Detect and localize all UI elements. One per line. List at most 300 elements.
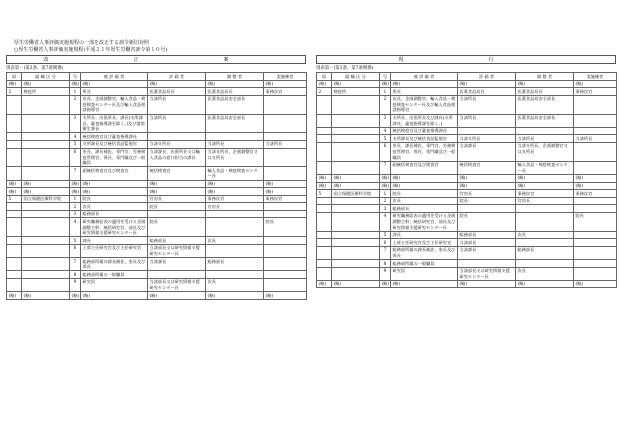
- table-cell: 輸入食品・検疫検査センター長: [516, 161, 574, 174]
- document-subtitle: ○厚生労働省人事評価実施規程(平成２１年厚生労働省訓令第１０号): [14, 47, 168, 53]
- table-cell: [332, 142, 380, 161]
- table-cell: [332, 114, 380, 127]
- table-cell: (略): [81, 180, 148, 188]
- table-cell: (略): [332, 182, 380, 190]
- table-cell: (略): [71, 81, 79, 87]
- table-cell: [516, 127, 574, 135]
- table-cell: (略): [264, 292, 307, 300]
- table-cell: 次長: [206, 278, 264, 291]
- table-cell: 9: [70, 278, 81, 291]
- table-cell: 総務部長: [516, 246, 574, 259]
- column-header: 評 価 者: [458, 73, 516, 81]
- table-cell: 8: [70, 271, 81, 279]
- table-cell: [574, 161, 617, 174]
- comparison-table-old: [316, 72, 617, 288]
- table-row: [7, 80, 307, 88]
- table-cell: 3: [70, 114, 81, 133]
- table-cell: 医薬食品局安全部長: [206, 95, 264, 114]
- table-cell: [264, 133, 307, 141]
- table-cell: 3: [380, 114, 391, 127]
- table-cell: 当該所長: [574, 135, 617, 143]
- table-cell: (略): [574, 174, 617, 182]
- table-cell: 当該所長: [516, 135, 574, 143]
- table-cell: [574, 239, 617, 247]
- table-cell: [332, 231, 380, 239]
- table-cell: 5: [7, 195, 22, 203]
- table-cell: (略): [22, 180, 70, 188]
- table-cell: 当該所長: [148, 114, 206, 133]
- column-header: 号: [380, 73, 391, 81]
- table-cell: (略): [317, 80, 332, 88]
- table-cell: 当該所長: [458, 95, 516, 114]
- table-row: [7, 210, 307, 218]
- table-cell: [574, 246, 617, 259]
- table-cell: [22, 114, 70, 133]
- table-cell: [7, 210, 22, 218]
- table-cell: [332, 260, 380, 268]
- table-cell: 医薬食品局長: [206, 88, 264, 96]
- table-cell: 事務次官: [264, 195, 307, 203]
- table-cell: [22, 271, 70, 279]
- table-cell: 1: [380, 190, 391, 198]
- table-cell: 医薬食品局安全部長: [206, 114, 264, 133]
- table-cell: 6: [70, 148, 81, 167]
- table-cell: 研究員: [391, 267, 458, 280]
- table-cell: (略): [22, 188, 70, 196]
- table-cell: 3: [380, 205, 391, 213]
- table-cell: 室長、課長補佐、専門官、労務検疫管理官、係長、専門職及び一般職員: [81, 148, 148, 167]
- table-cell: (略): [574, 182, 617, 190]
- table-cell: (略): [391, 174, 458, 182]
- table-cell: 6: [380, 239, 391, 247]
- table-cell: (略): [458, 174, 516, 182]
- table-cell: 医薬食品局長: [516, 88, 574, 96]
- table-cell: [332, 135, 380, 143]
- table-cell: 次長: [391, 197, 458, 205]
- table-cell: [317, 95, 332, 114]
- table-row: [317, 95, 617, 114]
- table-cell: 4: [70, 218, 81, 237]
- table-cell: [22, 140, 70, 148]
- table-cell: (略): [391, 280, 458, 288]
- table-row: [317, 205, 617, 213]
- table-cell: 2: [7, 88, 22, 96]
- table-row: [7, 133, 307, 141]
- column-header: 実施権者: [264, 73, 307, 81]
- table-row: [7, 180, 307, 188]
- table-cell: 統括検疫官及び審査指導課長: [391, 127, 458, 135]
- table-cell: [264, 237, 307, 245]
- table-cell: [317, 114, 332, 127]
- table-cell: 室長、課長補佐、専門官、労務検疫管理官、係長、専門職及び一般職員: [391, 142, 458, 161]
- table-cell: [22, 278, 70, 291]
- table-cell: [22, 95, 70, 114]
- table-cell: 9: [380, 267, 391, 280]
- table-row: [7, 95, 307, 114]
- column-header: 調 整 者: [516, 73, 574, 81]
- table-cell: 院長: [391, 190, 458, 198]
- column-header: 評 価 者: [148, 73, 206, 81]
- table-row: [317, 127, 617, 135]
- table-cell: 総務部長: [391, 205, 458, 213]
- table-row: [317, 161, 617, 174]
- table-cell: [148, 210, 206, 218]
- table-cell: [22, 203, 70, 211]
- table-cell: [458, 127, 516, 135]
- table-cell: (略): [7, 80, 22, 88]
- table-cell: 総務部所属の課長補佐、室長及び係長: [391, 246, 458, 259]
- table-cell: 統括検査官: [148, 167, 206, 180]
- table-row: [317, 267, 617, 280]
- table-cell: [516, 205, 574, 213]
- table-cell: [458, 260, 516, 268]
- table-cell: 次長、企画調整官、輸入食品・検疫検査センター長及び輸入食品相談指導官: [391, 95, 458, 114]
- table-cell: 次長、企画調整官、輸入食品・検疫検査センター長及び輸入食品相談指導官: [81, 95, 148, 114]
- table-cell: 支所長、出張所長及び課長(支所課長、審査指導課を除く。): [391, 114, 458, 127]
- table-cell: 当該課長: [458, 246, 516, 259]
- table-cell: 当該所長: [148, 95, 206, 114]
- table-row: [7, 278, 307, 291]
- table-cell: (略): [206, 292, 264, 300]
- table-cell: 所長: [391, 88, 458, 96]
- table-cell: [7, 278, 22, 291]
- table-cell: [22, 258, 70, 271]
- table-cell: [574, 197, 617, 205]
- table-cell: [332, 246, 380, 259]
- table-cell: [574, 260, 617, 268]
- table-cell: (略): [516, 174, 574, 182]
- panel-title: 改 正 案: [6, 55, 306, 64]
- table-row: [7, 271, 307, 279]
- table-cell: [332, 197, 380, 205]
- table-cell: 総務部長: [148, 237, 206, 245]
- table-cell: 6: [70, 244, 81, 257]
- table-cell: [22, 133, 70, 141]
- table-cell: (略): [516, 80, 574, 88]
- table-cell: 副統括検査官及び検査官: [391, 161, 458, 174]
- table-cell: [22, 244, 70, 257]
- table-row: [317, 231, 617, 239]
- table-cell: 輸入食品・検疫検査センター長: [206, 167, 264, 180]
- table-cell: [317, 239, 332, 247]
- table-cell: (略): [317, 280, 332, 288]
- table-cell: 医薬食品局長: [458, 88, 516, 96]
- table-cell: 総務部所属の一般職員: [391, 260, 458, 268]
- table-cell: [206, 210, 264, 218]
- table-cell: [22, 237, 70, 245]
- table-cell: [516, 260, 574, 268]
- table-cell: 当該支所長、企画調整官又は支所長: [206, 148, 264, 167]
- table-cell: (略): [264, 180, 307, 188]
- table-cell: 5: [380, 135, 391, 143]
- table-cell: [332, 127, 380, 135]
- table-cell: (略): [81, 292, 148, 300]
- table-cell: (略): [206, 80, 264, 88]
- table-cell: 2: [70, 95, 81, 114]
- document-title: 厚生労働省人事評価実施規程の一部を改正する訓令新旧対照: [14, 40, 150, 46]
- table-cell: 7: [70, 258, 81, 271]
- table-cell: (略): [148, 80, 206, 88]
- column-header: 組 織 区 分: [332, 73, 380, 81]
- table-cell: 支所課長及び統括食品監視官: [391, 135, 458, 143]
- table-cell: 上席主任研究官及び主任研究官: [391, 239, 458, 247]
- table-cell: 研究職務給表の適用を受ける企画調整主幹、統括研究官、部長及び研究情報支援研究センター長: [391, 212, 458, 231]
- table-cell: 当該所長: [264, 140, 307, 148]
- table-cell: [574, 142, 617, 161]
- table-cell: 支所長、出張所長、課長(支所課長、審査指導課を除く。)及び港湾衛生課長: [81, 114, 148, 133]
- table-cell: 7: [380, 246, 391, 259]
- table-cell: 院長: [148, 218, 206, 237]
- table-cell: (略): [22, 80, 70, 88]
- table-cell: 医薬食品局長: [148, 88, 206, 96]
- column-header: 被 評 価 者: [391, 73, 458, 81]
- table-cell: 当該部長又は研究情報支援研究センター長: [458, 267, 516, 280]
- table-cell: (略): [71, 181, 79, 186]
- table-header-row: [317, 73, 617, 81]
- panel-old: [316, 55, 616, 288]
- table-cell: [7, 258, 22, 271]
- table-row: [317, 135, 617, 143]
- table-cell: [148, 133, 206, 141]
- table-cell: [7, 203, 22, 211]
- table-row: [7, 244, 307, 257]
- table-cell: 事務次官: [516, 190, 574, 198]
- comparison-table-new: [6, 72, 307, 300]
- table-cell: 官房長: [148, 195, 206, 203]
- table-cell: 総務部長: [458, 231, 516, 239]
- table-cell: [332, 95, 380, 114]
- table-cell: (略): [22, 292, 70, 300]
- column-header: 実施権者: [574, 73, 617, 81]
- table-cell: [22, 210, 70, 218]
- table-cell: [264, 95, 307, 114]
- table-cell: [7, 167, 22, 180]
- panel-new: [6, 55, 306, 300]
- panel-title: 現 行: [316, 55, 616, 64]
- table-cell: 事務次官: [574, 190, 617, 198]
- table-cell: 所長: [81, 88, 148, 96]
- table-cell: 7: [70, 167, 81, 180]
- table-row: [317, 280, 617, 288]
- table-cell: 当該部長又は研究情報支援研究センター長: [148, 278, 206, 291]
- table-cell: 当該所長: [206, 140, 264, 148]
- table-cell: [264, 278, 307, 291]
- table-cell: 当該所長: [458, 114, 516, 127]
- table-cell: 国立保健医療科学院: [332, 190, 380, 198]
- table-cell: [516, 239, 574, 247]
- table-cell: [317, 127, 332, 135]
- table-cell: 2: [317, 88, 332, 96]
- table-cell: 総務部長: [206, 258, 264, 271]
- table-cell: 5: [380, 231, 391, 239]
- table-row: [7, 258, 307, 271]
- table-cell: [7, 237, 22, 245]
- table-cell: [574, 127, 617, 135]
- table-cell: [317, 212, 332, 231]
- table-cell: 次長: [516, 231, 574, 239]
- table-cell: (略): [148, 180, 206, 188]
- table-row: [7, 148, 307, 167]
- table-cell: [317, 231, 332, 239]
- table-cell: 院長: [574, 212, 617, 231]
- table-cell: 課長: [81, 237, 148, 245]
- table-cell: 5: [317, 190, 332, 198]
- table-cell: (略): [381, 81, 389, 87]
- table-cell: 当該支所長、企画調整官又は支所長: [516, 142, 574, 161]
- table-cell: [7, 148, 22, 167]
- table-cell: 次長: [81, 203, 148, 211]
- column-header: 項: [317, 73, 332, 81]
- table-cell: 検疫所: [22, 88, 70, 96]
- table-cell: [332, 161, 380, 174]
- table-cell: 当該課長: [458, 142, 516, 161]
- table-cell: [206, 244, 264, 257]
- table-cell: [7, 244, 22, 257]
- table-cell: (略): [206, 180, 264, 188]
- table-cell: [332, 212, 380, 231]
- table-cell: 5: [70, 140, 81, 148]
- table-cell: 院長: [458, 212, 516, 231]
- table-cell: 次長: [206, 237, 264, 245]
- table-cell: [264, 203, 307, 211]
- table-cell: [7, 133, 22, 141]
- table-cell: [332, 267, 380, 280]
- table-cell: 支所課長及び統括食品監視官: [81, 140, 148, 148]
- table-cell: 1: [70, 195, 81, 203]
- table-cell: [317, 246, 332, 259]
- table-cell: 研究員: [81, 278, 148, 291]
- table-cell: 統括検査官: [458, 161, 516, 174]
- column-header: 被 評 価 者: [81, 73, 148, 81]
- table-cell: 4: [380, 212, 391, 231]
- table-cell: [317, 135, 332, 143]
- table-cell: 官房長: [206, 203, 264, 211]
- table-cell: [317, 267, 332, 280]
- table-row: [7, 218, 307, 237]
- table-cell: (略): [81, 188, 148, 196]
- table-cell: 当該部長: [458, 239, 516, 247]
- table-cell: (略): [458, 280, 516, 288]
- table-cell: 副統括検査官及び検査官: [81, 167, 148, 180]
- table-cell: [7, 271, 22, 279]
- table-cell: 事務次官: [206, 195, 264, 203]
- table-label: 別表第一(第3条、第7条関係): [316, 66, 374, 71]
- table-cell: 院長: [81, 195, 148, 203]
- table-cell: 2: [380, 197, 391, 205]
- table-cell: (略): [458, 182, 516, 190]
- table-row: [317, 174, 617, 182]
- table-row: [317, 197, 617, 205]
- table-cell: 統括検疫官及び審査指導課長: [81, 133, 148, 141]
- table-cell: [22, 148, 70, 167]
- table-cell: [264, 210, 307, 218]
- table-label: 別表第一(第3条、第7条関係): [6, 66, 64, 71]
- table-cell: (略): [381, 175, 389, 181]
- table-cell: 院長: [458, 197, 516, 205]
- table-cell: 当該支所長: [458, 135, 516, 143]
- table-cell: 7: [380, 161, 391, 174]
- table-cell: 官房長: [458, 190, 516, 198]
- column-header: 調 整 者: [206, 73, 264, 81]
- table-cell: (略): [332, 280, 380, 288]
- table-cell: [317, 142, 332, 161]
- table-cell: 国立保健医療科学院: [22, 195, 70, 203]
- table-cell: [7, 114, 22, 133]
- table-cell: [22, 167, 70, 180]
- table-cell: [317, 260, 332, 268]
- table-row: [317, 114, 617, 127]
- table-cell: 1: [70, 88, 81, 96]
- table-cell: 総務部長: [81, 210, 148, 218]
- table-cell: (略): [71, 188, 79, 194]
- table-cell: [206, 271, 264, 279]
- table-cell: (略): [381, 281, 389, 287]
- table-cell: 官房長: [516, 197, 574, 205]
- table-row: [317, 80, 617, 88]
- column-header: 組 織 区 分: [22, 73, 70, 81]
- table-cell: (略): [7, 188, 22, 196]
- table-cell: [574, 114, 617, 127]
- table-cell: [264, 167, 307, 180]
- table-row: [7, 195, 307, 203]
- table-cell: (略): [391, 182, 458, 190]
- table-row: [7, 237, 307, 245]
- table-cell: (略): [7, 180, 22, 188]
- table-row: [7, 114, 307, 133]
- table-cell: [264, 114, 307, 133]
- table-row: [7, 88, 307, 96]
- table-cell: 当該支所長: [148, 140, 206, 148]
- table-cell: 4: [70, 133, 81, 141]
- table-cell: 1: [380, 88, 391, 96]
- table-cell: (略): [206, 188, 264, 196]
- table-cell: 課長: [391, 231, 458, 239]
- table-row: [7, 203, 307, 211]
- table-cell: [458, 205, 516, 213]
- table-cell: (略): [148, 188, 206, 196]
- table-cell: 5: [70, 237, 81, 245]
- table-cell: [574, 95, 617, 114]
- table-cell: [574, 267, 617, 280]
- table-cell: [148, 271, 206, 279]
- table-cell: 6: [380, 142, 391, 161]
- table-cell: 3: [70, 210, 81, 218]
- table-cell: (略): [391, 80, 458, 88]
- table-cell: 医薬食品局安全部長: [516, 95, 574, 114]
- table-cell: [206, 218, 264, 237]
- table-cell: [7, 140, 22, 148]
- table-cell: 8: [380, 260, 391, 268]
- table-cell: (略): [7, 292, 22, 300]
- table-row: [317, 260, 617, 268]
- table-cell: 医薬食品局安全部長: [516, 114, 574, 127]
- table-cell: (略): [81, 80, 148, 88]
- table-cell: 研究職務給表の適用を受ける企画調整主幹、統括研究官、部長及び研究情報支援研究センター長: [81, 218, 148, 237]
- table-cell: (略): [264, 188, 307, 196]
- table-cell: (略): [148, 292, 206, 300]
- table-cell: (略): [264, 80, 307, 88]
- table-cell: [264, 271, 307, 279]
- table-cell: [574, 231, 617, 239]
- table-cell: [264, 258, 307, 271]
- table-cell: [317, 161, 332, 174]
- table-row: [7, 292, 307, 300]
- table-header-row: [7, 73, 307, 81]
- table-row: [317, 182, 617, 190]
- table-cell: [264, 148, 307, 167]
- table-cell: 事務次官: [264, 88, 307, 96]
- table-cell: [7, 95, 22, 114]
